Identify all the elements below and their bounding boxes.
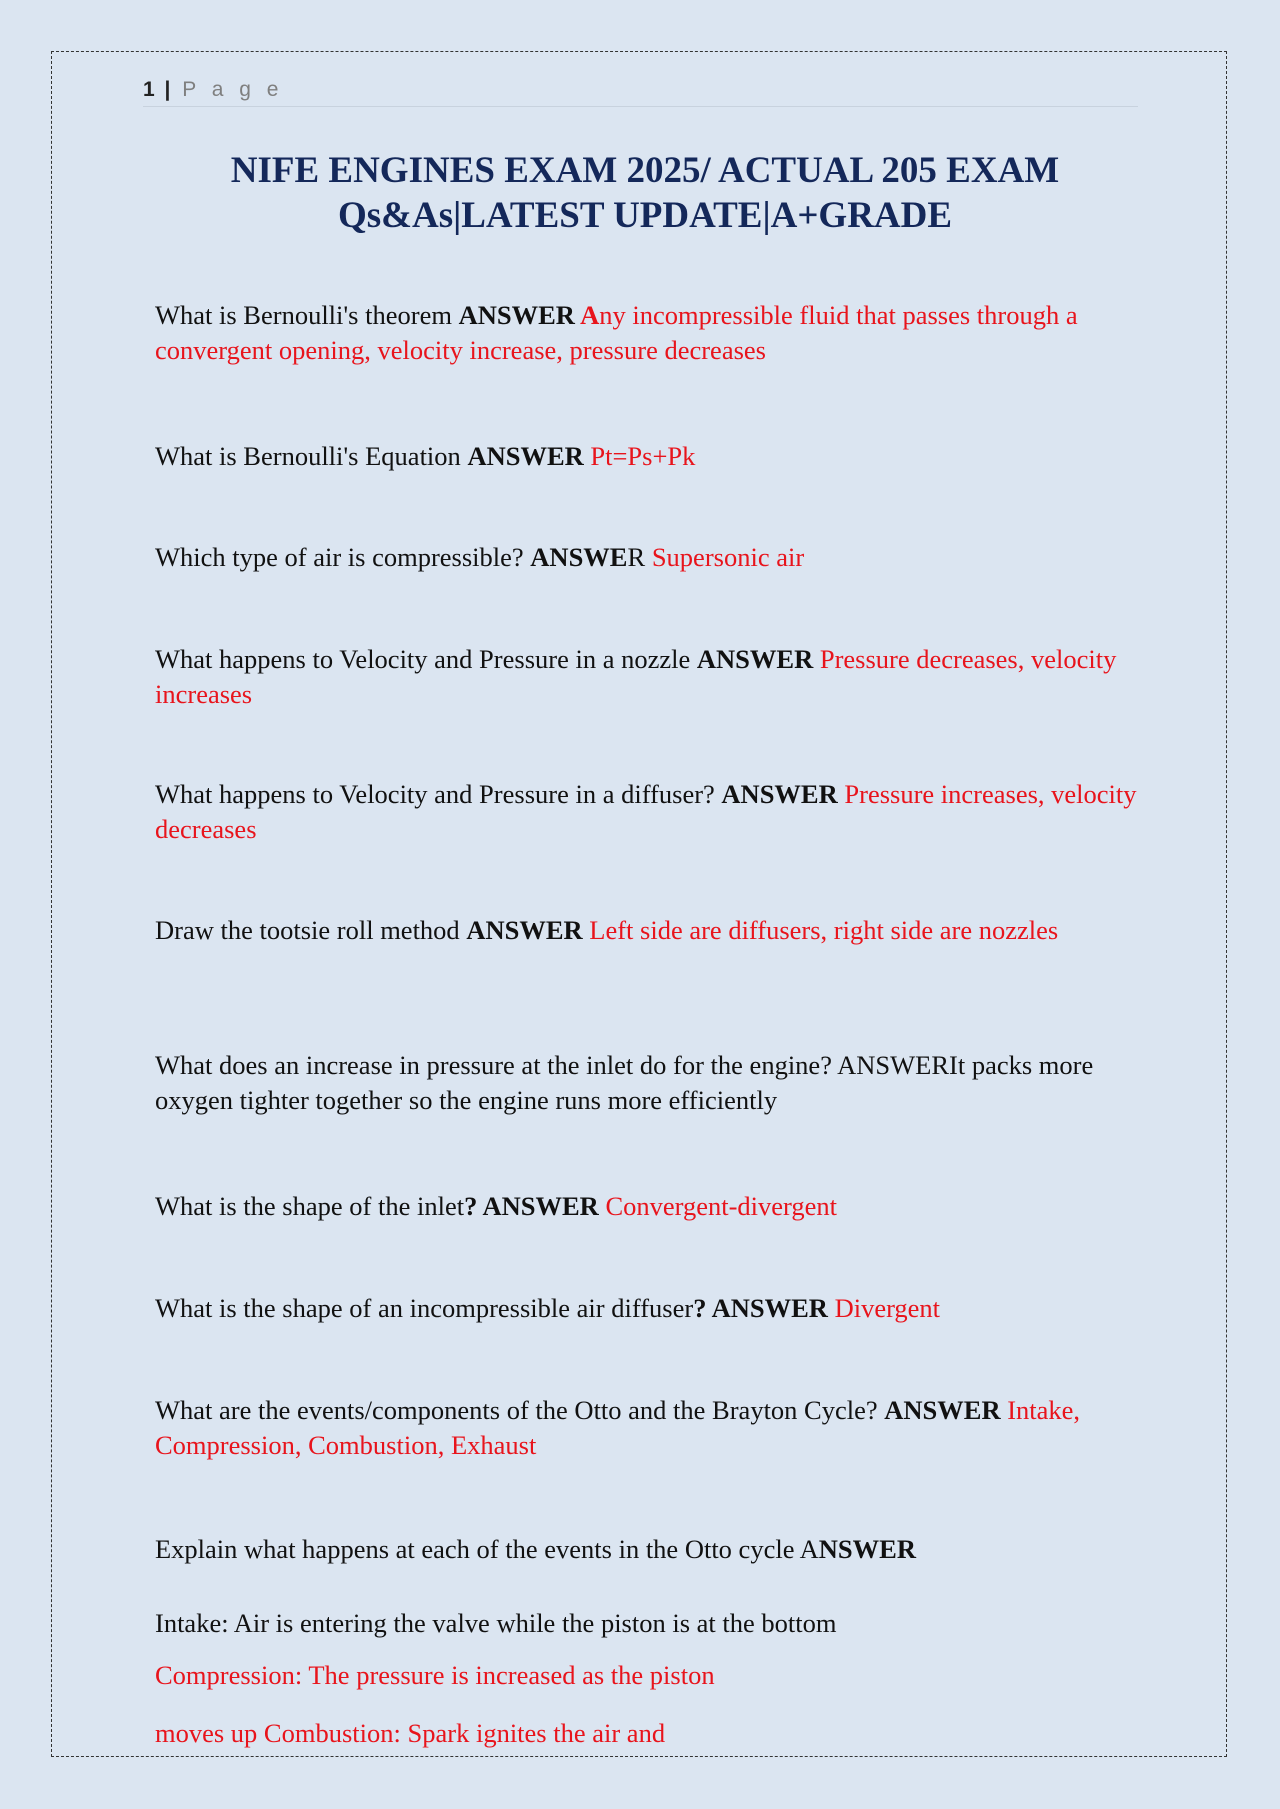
answer-keyword: ANSWER [721,779,845,809]
answer-keyword: ANSWER [466,915,590,945]
qa-item-inlet-pressure [155,1048,1145,1118]
answer-keyword: ? ANSWER [693,1293,835,1323]
page-header [143,78,1138,107]
answer-keyword: ANSWE [530,542,628,572]
answer-text: Pressure increases, velocity decreases [155,779,1137,844]
answer-keyword: ANSWER [884,1395,1008,1425]
qa-item-tootsie-roll [155,913,1145,948]
qa-item-diffuser-shape [155,1291,1145,1326]
otto-compression-line: Compression: The pressure is increased as the piston [155,1660,715,1690]
question-text: What is Bernoulli's Equation [155,441,468,471]
qa-item-diffuser [155,777,1145,847]
answer-keyword: ANSWER [467,441,591,471]
question-text: What is Bernoulli's theorem [155,300,459,330]
document-title [150,148,1140,238]
question-text: What does an increase in pressure at the inlet do for the engine? ANSWERIt packs more oxygen tighter together so the engine runs more efficiently [155,1050,1094,1115]
qa-item-compressible-air [155,540,1145,575]
title-line-2: Qs&As|LATEST UPDATE|A+GRADE [337,195,953,236]
answer-keyword: ANSWER [696,644,820,674]
question-text: What is the shape of an incompressible air diffuser [155,1293,694,1323]
question-text: What is the shape of the inlet [155,1191,465,1221]
answer-text: Divergent [834,1293,941,1323]
qa-item-bernoulli-equation [155,439,1145,474]
answer-text: Pt=Ps+Pk [590,441,696,471]
answer-keyword: ANSWER [458,300,581,330]
otto-intake-line: Intake: Air is entering the valve while the piston is at the bottom [155,1608,837,1638]
question-text: Explain what happens at each of the events in the Otto cycle A [155,1534,819,1564]
question-text: What happens to Velocity and Pressure in a diffuser? [155,779,722,809]
answer-text: Intake, Compression, Combustion, Exhaust [155,1395,1081,1460]
answer-lead: A [580,300,600,330]
page-label: P a g e [182,78,284,101]
answer-text: Pressure decreases, velocity increases [155,644,1117,709]
otto-combustion-line: moves up Combustion: Spark ignites the air and [155,1718,666,1748]
answer-text: Supersonic air [651,542,805,572]
question-text: Which type of air is compressible? [155,542,531,572]
qa-item-bernoulli-theorem [155,298,1145,368]
answer-keyword: NSWER [818,1534,916,1564]
answer-keyword-tail: R [627,542,652,572]
qa-item-otto-explain [155,1532,1145,1567]
answer-keyword: ? ANSWER [464,1191,606,1221]
answer-text: Left side are diffusers, right side are nozzles [589,915,1059,945]
qa-item-cycle-events [155,1393,1145,1463]
header-separator: | [164,78,171,101]
answer-text: Convergent-divergent [605,1191,838,1221]
qa-item-nozzle [155,642,1145,712]
question-text: What happens to Velocity and Pressure in a nozzle [155,644,697,674]
title-line-1: NIFE ENGINES EXAM 2025/ ACTUAL 205 EXAM [230,150,1060,191]
question-text: Draw the tootsie roll method [155,915,467,945]
page-number: 1 [143,78,155,101]
answer-text: ny incompressible fluid that passes through a convergent opening, velocity increase, pressure decreases [155,300,1078,365]
qa-item-inlet-shape [155,1189,1145,1224]
question-text: What are the events/components of the Otto and the Brayton Cycle? [155,1395,885,1425]
